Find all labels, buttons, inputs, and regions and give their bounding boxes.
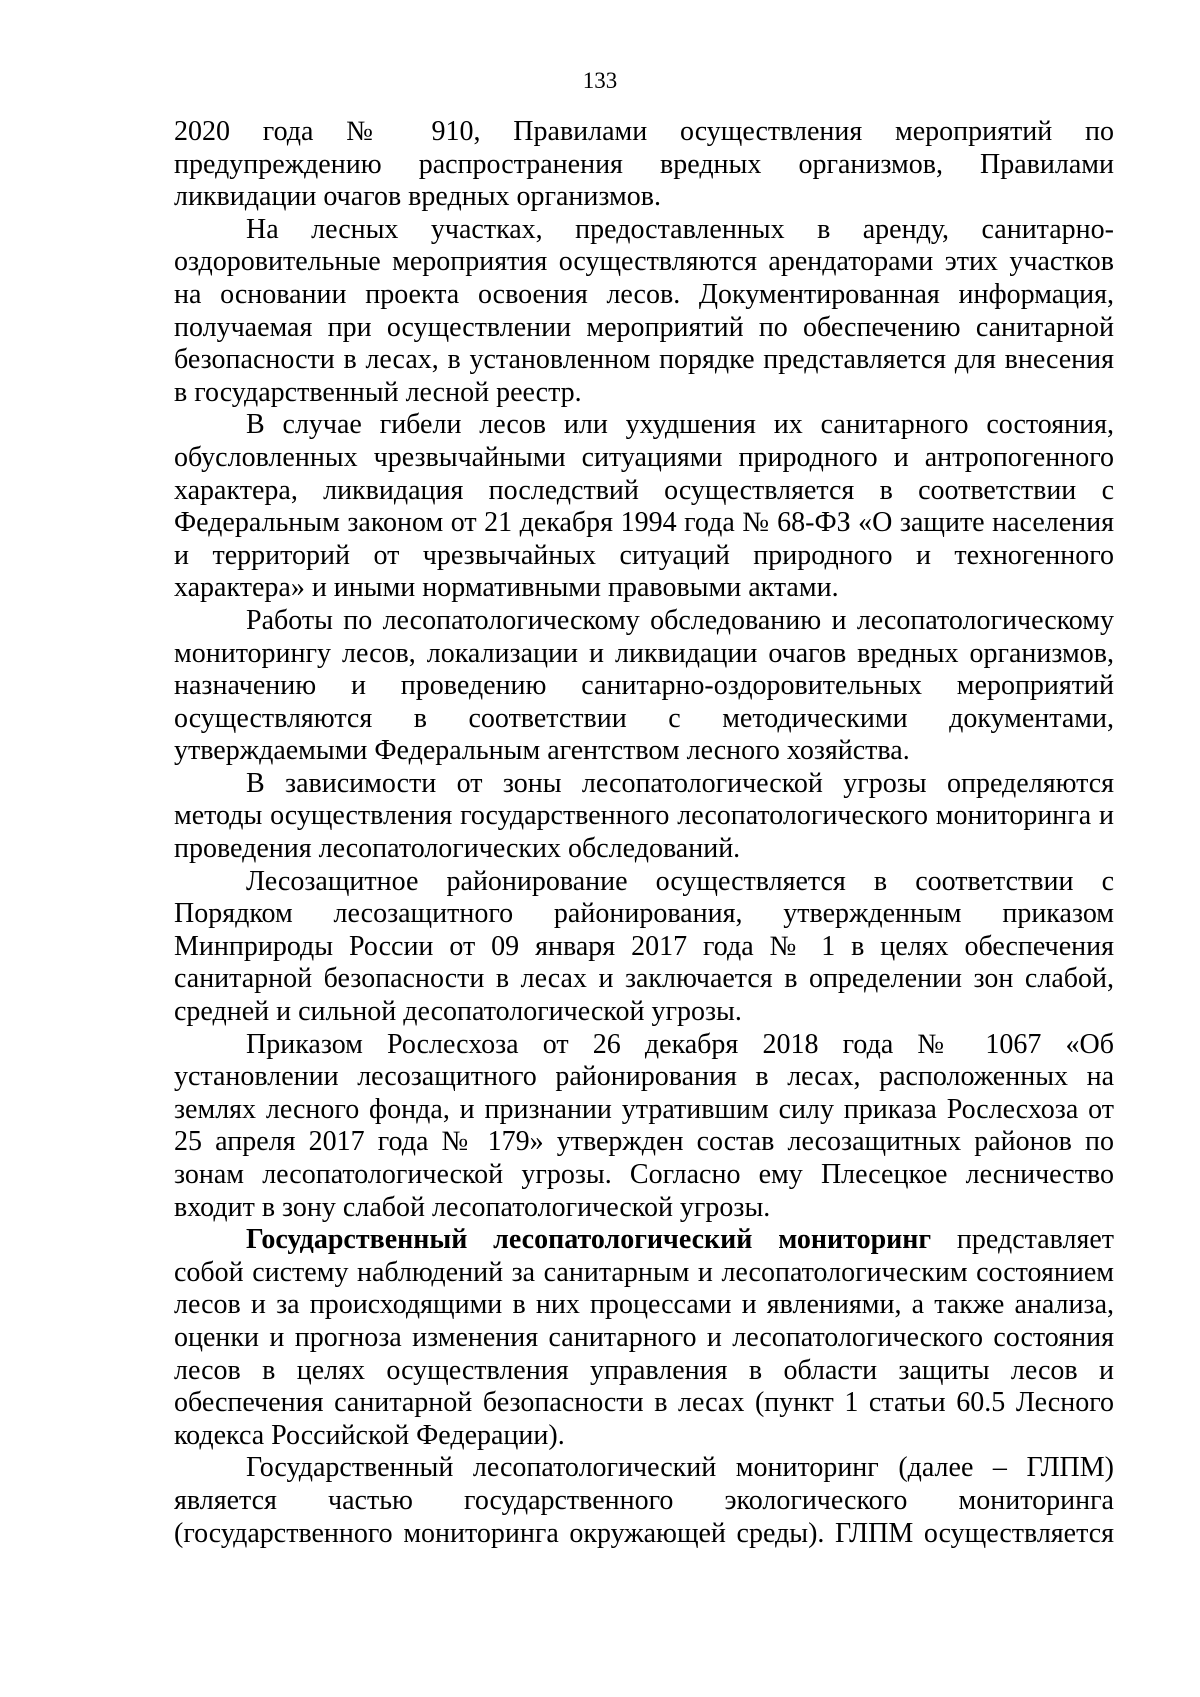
paragraph-7: Приказом Рослесхоза от 26 декабря 2018 года № 1067 «Об установлении лесозащитного районирования в лесах, расположенных на землях лесного фонда, и признании утратившим силу приказа Рослесхоза от 25 апреля 2017 года № 179» утвержден состав лесозащитных районов по зонам лесопатологической угрозы. Согласно ему Плесецкое лесничество входит в зону слабой лесопатологической угрозы. — [174, 1028, 1114, 1223]
document-body — [174, 116, 1114, 1550]
paragraph-8-text: представляет собой систему наблюдений за санитарным и лесопатологическим состоянием лесов и за происходящими в них процессами и явлениями, а также анализа, оценки и прогноза изменения санитарного и лесопатологического состояния лесов в целях осуществления управления в области защиты лесов и обеспечения санитарной безопасности в лесах (пункт 1 статьи 60.5 Лесного кодекса Российской Федерации). — [174, 1224, 1114, 1451]
paragraph-5: В зависимости от зоны лесопатологической угрозы определяются методы осуществления государственного лесопатологического мониторинга и проведения лесопатологических обследований. — [174, 767, 1114, 865]
paragraph-4: Работы по лесопатологическому обследованию и лесопатологическому мониторингу лесов, локализации и ликвидации очагов вредных организмов, назначению и проведению санитарно-оздоровительных мероприятий осуществляются в соответствии с методическими документами, утверждаемыми Федеральным агентством лесного хозяйства. — [174, 604, 1114, 767]
paragraph-1: 2020 года № 910, Правилами осуществления мероприятий по предупреждению распространения вредных организмов, Правилами ликвидации очагов вредных организмов. — [174, 116, 1114, 213]
bold-term: Государственный лесопатологический мониторинг — [246, 1224, 932, 1256]
page-number: 133 — [582, 68, 618, 93]
paragraph-6: Лесозащитное районирование осуществляется в соответствии с Порядком лесозащитного районирования, утвержденным приказом Минприроды России от 09 января 2017 года № 1 в целях обеспечения санитарной безопасности в лесах и заключается в определении зон слабой, средней и сильной десопатологической угрозы. — [174, 865, 1114, 1028]
paragraph-8 — [174, 1224, 1114, 1452]
paragraph-2: На лесных участках, предоставленных в аренду, санитарно-оздоровительные мероприятия осуществляются арендаторами этих участков на основании проекта освоения лесов. Документированная информация, получаемая при осуществлении мероприятий по обеспечению санитарной безопасности в лесах, в установленном порядке представляется для внесения в государственный лесной реестр. — [174, 213, 1114, 408]
paragraph-3: В случае гибели лесов или ухудшения их санитарного состояния, обусловленных чрезвычайными ситуациями природного и антропогенного характера, ликвидация последствий осуществляется в соответствии с Федеральным законом от 21 декабря 1994 года № 68-ФЗ «О защите населения и территорий от чрезвычайных ситуаций природного и техногенного характера» и иными нормативными правовыми актами. — [174, 409, 1114, 604]
paragraph-9: Государственный лесопатологический мониторинг (далее – ГЛПМ) является частью государственного экологического мониторинга (государственного мониторинга окружающей среды). ГЛПМ осуществляется — [174, 1452, 1114, 1549]
